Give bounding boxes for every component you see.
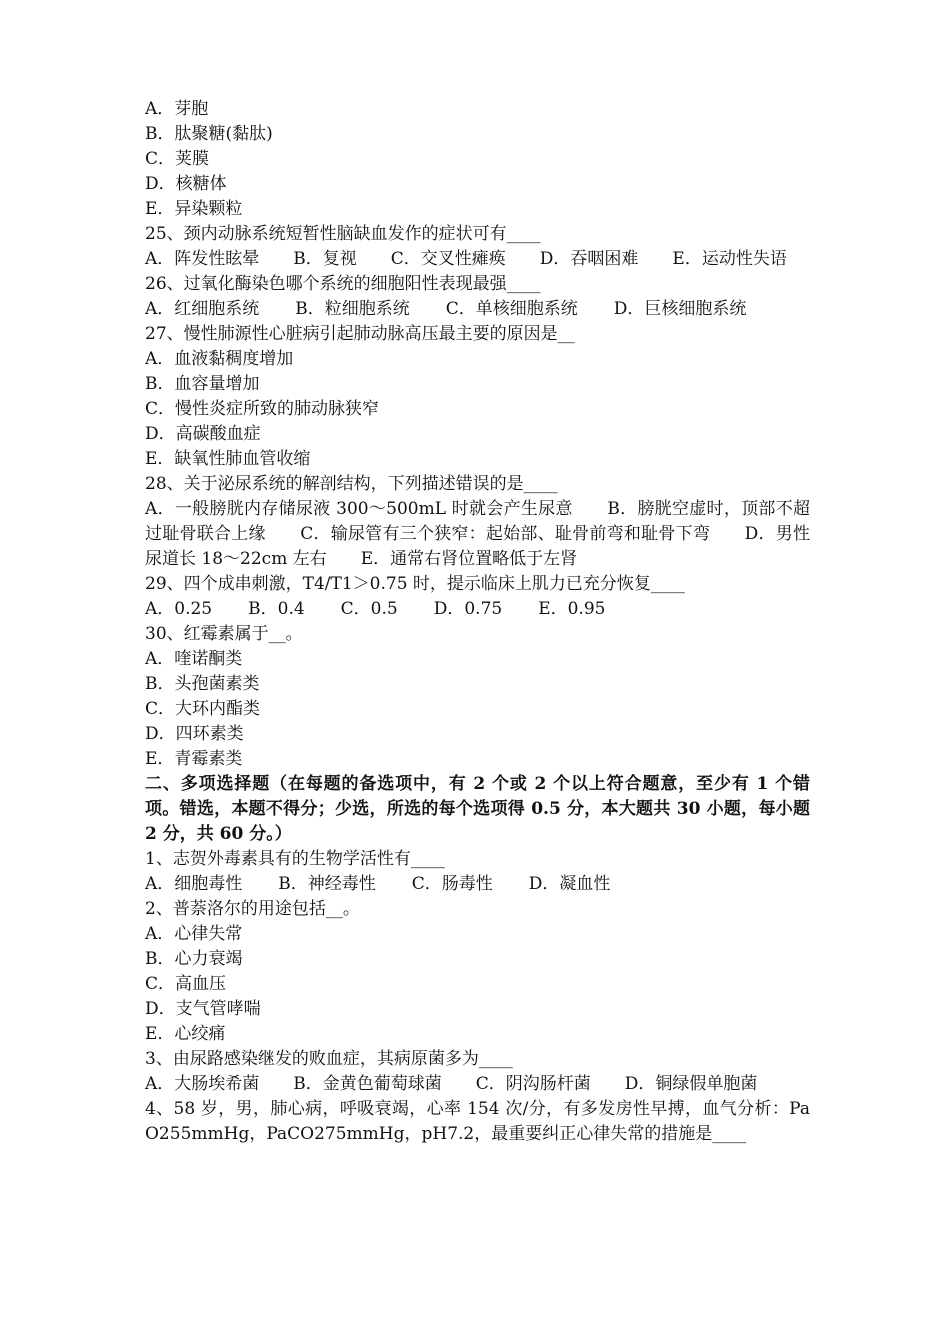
- q26-option-a: A．红细胞系统: [145, 299, 260, 319]
- q30-option-d: D．四环素类: [145, 724, 244, 744]
- q27-option-b: B．血容量增加: [145, 374, 260, 394]
- q24-option-d: D．核糖体: [145, 174, 227, 194]
- exam-content: [145, 97, 810, 1147]
- q30-option-a: A．喹诺酮类: [145, 649, 243, 669]
- q27-option-c: C．慢性炎症所致的肺动脉狭窄: [145, 399, 380, 419]
- m2-option-d: D．支气管哮喘: [145, 999, 261, 1019]
- q26-option-c: C．单核细胞系统: [445, 299, 578, 319]
- section-2-header: 二、多项选择题（在每题的备选项中，有 2 个或 2 个以上符合题意，至少有 1 个错项。错选，本题不得分；少选，所选的每个选项得 0.5 分，本大题共 30 小题，每小题 2 分，共 60 分。）: [145, 774, 810, 844]
- q27-option-a: A．血液黏稠度增加: [145, 349, 294, 369]
- m4-stem: 4、58 岁，男，肺心病，呼吸衰竭，心率 154 次/分，有多发房性早搏，血气分析：PaO255mmHg，PaCO275mmHg，pH7.2，最重要纠正心律失常的措施是____: [145, 1099, 810, 1144]
- q29-option-d: D．0.75: [433, 599, 503, 619]
- q29-option-a: A．0.25: [145, 599, 213, 619]
- m2-option-a: A．心律失常: [145, 924, 243, 944]
- q30-stem: 30、红霉素属于__。: [145, 624, 303, 644]
- q30-option-c: C．大环内酯类: [145, 699, 261, 719]
- q28-options: A．一般膀胱内存储尿液 300～500mL 时就会产生尿意 B．膀胱空虚时，顶部不超过耻骨联合上缘 C．输尿管有三个狭窄：起始部、耻骨前弯和耻骨下弯 D．男性尿道长 18～22cm 左右 E．通常右肾位置略低于左肾: [145, 499, 810, 569]
- m2-option-c: C．高血压: [145, 974, 227, 994]
- m1-option-d: D．凝血性: [528, 874, 611, 894]
- m3-stem: 3、由尿路感染继发的败血症，其病原菌多为____: [145, 1049, 513, 1069]
- m1-option-b: B．神经毒性: [278, 874, 376, 894]
- q29-option-b: B．0.4: [248, 599, 305, 619]
- m1-options: [145, 872, 810, 897]
- q27-option-d: D．高碳酸血症: [145, 424, 261, 444]
- q26-stem: 26、过氧化酶染色哪个系统的细胞阳性表现最强____: [145, 274, 541, 294]
- m2-stem: 2、普萘洛尔的用途包括__。: [145, 899, 360, 919]
- m2-option-e: E．心绞痛: [145, 1024, 226, 1044]
- m1-option-a: A．细胞毒性: [145, 874, 243, 894]
- q25-stem: 25、颈内动脉系统短暂性脑缺血发作的症状可有____: [145, 224, 541, 244]
- q27-option-e: E．缺氧性肺血管收缩: [145, 449, 311, 469]
- q24-option-a: A．芽胞: [145, 99, 209, 119]
- q29-stem: 29、四个成串刺激，T4/T1＞0.75 时，提示临床上肌力已充分恢复____: [145, 574, 685, 594]
- q30-option-b: B．头孢菌素类: [145, 674, 260, 694]
- q25-options: A．阵发性眩晕 B．复视 C．交叉性瘫痪 D．吞咽困难 E．运动性失语: [145, 249, 787, 269]
- m1-stem: 1、志贺外毒素具有的生物学活性有____: [145, 849, 445, 869]
- q27-stem: 27、慢性肺源性心脏病引起肺动脉高压最主要的原因是__: [145, 324, 575, 344]
- m2-option-b: B．心力衰竭: [145, 949, 243, 969]
- m1-option-c: C．肠毒性: [411, 874, 493, 894]
- m3-options: A．大肠埃希菌 B．金黄色葡萄球菌 C．阴沟肠杆菌 D．铜绿假单胞菌: [145, 1074, 758, 1094]
- q29-option-e: E．0.95: [538, 599, 606, 619]
- q24-option-c: C．荚膜: [145, 149, 210, 169]
- q26-option-d: D．巨核细胞系统: [613, 299, 747, 319]
- q24-option-e: E．异染颗粒: [145, 199, 243, 219]
- q29-option-c: C．0.5: [340, 599, 398, 619]
- q29-options: [145, 597, 810, 622]
- q28-stem: 28、关于泌尿系统的解剖结构，下列描述错误的是____: [145, 474, 558, 494]
- q26-options: [145, 297, 810, 322]
- q30-option-e: E．青霉素类: [145, 749, 243, 769]
- q26-option-b: B．粒细胞系统: [295, 299, 410, 319]
- q24-option-b: B．肽聚糖(黏肽): [145, 124, 273, 144]
